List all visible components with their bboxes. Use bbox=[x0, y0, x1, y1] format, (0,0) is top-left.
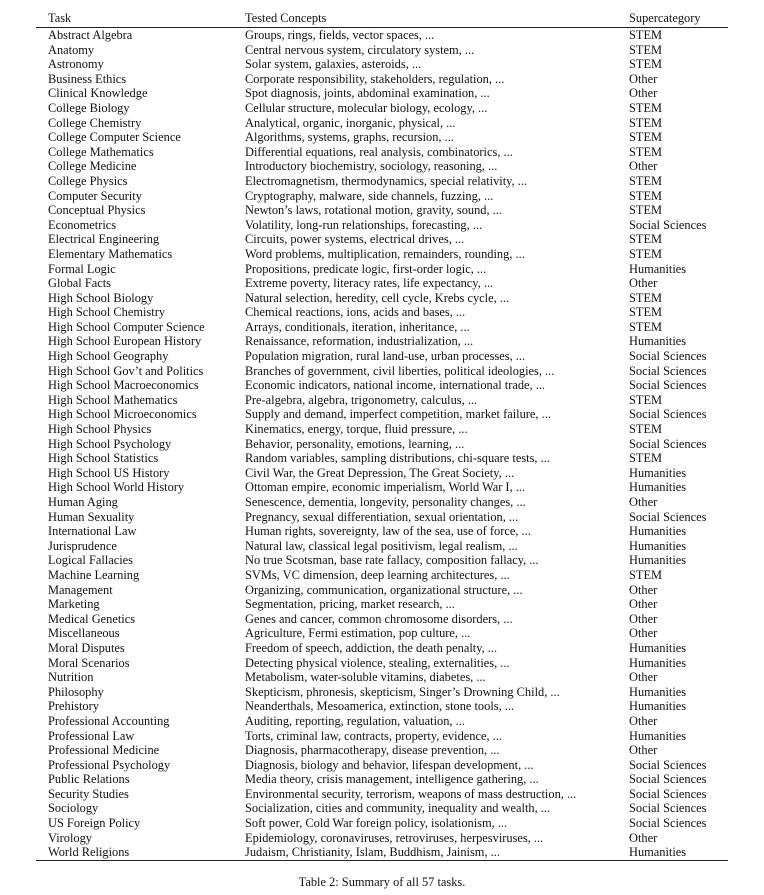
table-row bbox=[36, 334, 728, 349]
table-row bbox=[36, 495, 728, 510]
task-cell: World Religions bbox=[36, 845, 233, 860]
task-cell: US Foreign Policy bbox=[48, 816, 141, 831]
tested-concepts-cell: Natural selection, heredity, cell cycle, Krebs cycle, ... bbox=[245, 290, 510, 305]
task-cell: Virology bbox=[48, 830, 92, 845]
tested-concepts-cell: Socialization, cities and community, inequality and wealth, ... bbox=[245, 801, 551, 816]
supercategory-cell: STEM bbox=[629, 290, 663, 305]
tested-concepts-cell: Freedom of speech, addiction, the death penalty, ... bbox=[245, 640, 498, 655]
table-row bbox=[36, 407, 728, 422]
supercategory-cell: Other bbox=[629, 743, 658, 758]
task-cell: Electrical Engineering bbox=[48, 232, 160, 247]
tested-concepts-cell: Supply and demand, imperfect competition, market failure, ... bbox=[245, 407, 551, 422]
tested-concepts-cell: Behavior, personality, emotions, learning, ... bbox=[245, 436, 465, 451]
task-cell: Computer Security bbox=[48, 188, 142, 203]
table-row bbox=[36, 437, 728, 452]
table-row bbox=[36, 553, 728, 568]
table-row bbox=[36, 422, 728, 437]
supercategory-cell: STEM bbox=[629, 305, 663, 320]
tested-concepts-cell: Cellular structure, molecular biology, ecology, ... bbox=[245, 100, 488, 115]
supercategory-cell: STEM bbox=[629, 144, 663, 159]
tested-concepts-cell: Spot diagnosis, joints, abdominal examination, ... bbox=[245, 86, 490, 101]
tested-concepts-cell: Population migration, rural land-use, urban processes, ... bbox=[245, 349, 526, 364]
task-cell: Moral Disputes bbox=[48, 640, 125, 655]
task-cell: Security Studies bbox=[48, 786, 129, 801]
table-row bbox=[36, 203, 728, 218]
tested-concepts-cell: Senescence, dementia, longevity, personality changes, ... bbox=[245, 495, 526, 509]
task-cell: College Mathematics bbox=[48, 144, 154, 159]
supercategory-cell: Other bbox=[629, 582, 658, 597]
task-cell: College Biology bbox=[48, 100, 130, 115]
task-cell: Professional Medicine bbox=[48, 743, 160, 758]
task-cell: High School Chemistry bbox=[48, 305, 166, 320]
supercategory-cell: STEM bbox=[629, 422, 663, 437]
tested-concepts-cell: Media theory, crisis management, intelligence gathering, ... bbox=[245, 772, 539, 787]
table-row bbox=[36, 510, 728, 525]
supercategory-cell: STEM bbox=[629, 173, 663, 188]
supercategory-cell: STEM bbox=[629, 392, 663, 407]
tested-concepts-cell: Analytical, organic, inorganic, physical, ... bbox=[245, 115, 456, 130]
task-cell: College Computer Science bbox=[48, 130, 181, 145]
task-cell: Human Sexuality bbox=[48, 509, 135, 524]
task-cell: Moral Scenarios bbox=[48, 655, 130, 670]
supercategory-cell: Other bbox=[629, 86, 658, 101]
supercategory-cell: Social Sciences bbox=[629, 509, 707, 524]
tested-concepts-cell: Diagnosis, biology and behavior, lifespan development, ... bbox=[245, 757, 534, 772]
header-tested-concepts: Tested Concepts bbox=[233, 10, 617, 28]
tested-concepts-cell: Random variables, sampling distributions, chi-square tests, ... bbox=[245, 451, 550, 466]
supercategory-cell: STEM bbox=[629, 57, 663, 72]
tested-concepts-cell: Segmentation, pricing, market research, ... bbox=[245, 597, 455, 612]
task-cell: High School Microeconomics bbox=[48, 407, 197, 422]
tasks-table-container bbox=[36, 10, 728, 861]
task-cell: Nutrition bbox=[48, 670, 94, 685]
supercategory-cell: Humanities bbox=[617, 845, 728, 860]
tested-concepts-cell: Pregnancy, sexual differentiation, sexual orientation, ... bbox=[245, 509, 519, 524]
supercategory-cell: Other bbox=[629, 830, 658, 845]
table-row bbox=[36, 218, 728, 233]
supercategory-cell: Social Sciences bbox=[629, 801, 707, 816]
table-row bbox=[36, 801, 728, 816]
tested-concepts-cell: Auditing, reporting, regulation, valuation, ... bbox=[245, 713, 465, 728]
tested-concepts-cell: Cryptography, malware, side channels, fuzzing, ... bbox=[245, 188, 494, 203]
table-row bbox=[36, 831, 728, 846]
table-row bbox=[36, 320, 728, 335]
table-row bbox=[36, 758, 728, 773]
supercategory-cell: STEM bbox=[629, 203, 663, 218]
table-row bbox=[36, 262, 728, 277]
tested-concepts-cell: Extreme poverty, literacy rates, life expectancy, ... bbox=[245, 276, 494, 291]
table-row bbox=[36, 349, 728, 364]
tested-concepts-cell: Soft power, Cold War foreign policy, isolationism, ... bbox=[245, 816, 508, 831]
table-row bbox=[36, 145, 728, 160]
table-row bbox=[36, 743, 728, 758]
table-row bbox=[36, 189, 728, 204]
table-row bbox=[36, 699, 728, 714]
task-cell: College Medicine bbox=[48, 159, 137, 174]
table-row bbox=[36, 626, 728, 641]
task-cell: High School US History bbox=[48, 465, 170, 480]
table-row bbox=[36, 729, 728, 744]
tested-concepts-cell: Environmental security, terrorism, weapons of mass destruction, ... bbox=[245, 786, 577, 801]
tested-concepts-cell: Torts, criminal law, contracts, property, evidence, ... bbox=[245, 728, 502, 743]
supercategory-cell: STEM bbox=[629, 451, 663, 466]
task-cell: Miscellaneous bbox=[48, 626, 120, 641]
tested-concepts-cell: Circuits, power systems, electrical drives, ... bbox=[245, 232, 465, 247]
supercategory-cell: Social Sciences bbox=[629, 378, 707, 393]
tested-concepts-cell: Newton’s laws, rotational motion, gravity, sound, ... bbox=[245, 203, 502, 218]
table-row bbox=[36, 378, 728, 393]
task-cell: High School Statistics bbox=[48, 451, 159, 466]
tested-concepts-cell: Skepticism, phronesis, skepticism, Singer’s Drowning Child, ... bbox=[245, 684, 560, 699]
table-row bbox=[36, 597, 728, 612]
tested-concepts-cell: Kinematics, energy, torque, fluid pressure, ... bbox=[245, 422, 468, 437]
supercategory-cell: Social Sciences bbox=[629, 757, 707, 772]
supercategory-cell: Humanities bbox=[629, 699, 687, 714]
table-row bbox=[36, 130, 728, 145]
task-cell: Abstract Algebra bbox=[48, 28, 133, 42]
tested-concepts-cell: Electromagnetism, thermodynamics, special relativity, ... bbox=[245, 173, 528, 188]
table-row bbox=[36, 670, 728, 685]
tested-concepts-cell: Chemical reactions, ions, acids and bases, ... bbox=[245, 305, 466, 320]
tested-concepts-cell: Genes and cancer, common chromosome disorders, ... bbox=[245, 611, 513, 626]
tested-concepts-cell: Agriculture, Fermi estimation, pop culture, ... bbox=[245, 626, 471, 641]
table-row bbox=[36, 393, 728, 408]
table-row bbox=[36, 641, 728, 656]
tested-concepts-cell: Renaissance, reformation, industrialization, ... bbox=[245, 334, 474, 349]
tested-concepts-cell: Algorithms, systems, graphs, recursion, ... bbox=[245, 130, 454, 145]
supercategory-cell: Humanities bbox=[629, 538, 687, 553]
table-row bbox=[36, 772, 728, 787]
supercategory-cell: STEM bbox=[629, 246, 663, 261]
task-cell: Sociology bbox=[48, 801, 99, 816]
table-row bbox=[36, 43, 728, 58]
task-cell: Management bbox=[48, 582, 113, 597]
supercategory-cell: Humanities bbox=[629, 261, 687, 276]
supercategory-cell: Humanities bbox=[629, 334, 687, 349]
task-cell: High School Physics bbox=[48, 422, 152, 437]
table-row bbox=[36, 159, 728, 174]
task-cell: International Law bbox=[48, 524, 137, 539]
task-cell: Econometrics bbox=[48, 217, 117, 232]
supercategory-cell: Other bbox=[629, 670, 658, 685]
supercategory-cell: Other bbox=[629, 495, 658, 509]
table-caption: Table 2: Summary of all 57 tasks. bbox=[298, 875, 466, 889]
tested-concepts-cell: Judaism, Christianity, Islam, Buddhism, Jainism, ... bbox=[233, 845, 617, 860]
table-row bbox=[36, 816, 728, 831]
task-cell: High School World History bbox=[48, 480, 185, 495]
tested-concepts-cell: Introductory biochemistry, sociology, reasoning, ... bbox=[245, 159, 498, 174]
tested-concepts-cell: Neanderthals, Mesoamerica, extinction, stone tools, ... bbox=[245, 699, 515, 714]
task-cell: High School Mathematics bbox=[48, 392, 178, 407]
tested-concepts-cell: Volatility, long-run relationships, forecasting, ... bbox=[245, 217, 483, 232]
table-row bbox=[36, 539, 728, 554]
supercategory-cell: Humanities bbox=[629, 728, 687, 743]
table-row bbox=[36, 28, 728, 43]
tested-concepts-cell: Groups, rings, fields, vector spaces, ... bbox=[245, 28, 435, 42]
task-cell: High School Psychology bbox=[48, 436, 172, 451]
tested-concepts-cell: Solar system, galaxies, asteroids, ... bbox=[245, 57, 422, 72]
task-cell: College Physics bbox=[48, 173, 128, 188]
task-cell: Professional Accounting bbox=[48, 713, 170, 728]
tested-concepts-cell: Word problems, multiplication, remainders, rounding, ... bbox=[245, 246, 525, 261]
table-row bbox=[36, 451, 728, 466]
table-row bbox=[36, 583, 728, 598]
task-cell: High School Macroeconomics bbox=[48, 378, 199, 393]
task-cell: Prehistory bbox=[48, 699, 99, 714]
tested-concepts-cell: Arrays, conditionals, iteration, inheritance, ... bbox=[245, 319, 470, 334]
task-cell: Logical Fallacies bbox=[48, 553, 133, 568]
table-row bbox=[36, 480, 728, 495]
supercategory-cell: STEM bbox=[629, 319, 663, 334]
supercategory-cell: Other bbox=[629, 597, 658, 612]
supercategory-cell: Humanities bbox=[629, 465, 687, 480]
supercategory-cell: Social Sciences bbox=[629, 772, 707, 787]
table-row bbox=[36, 612, 728, 627]
table-row bbox=[36, 524, 728, 539]
tested-concepts-cell: Differential equations, real analysis, combinatorics, ... bbox=[245, 144, 513, 159]
table-row bbox=[36, 568, 728, 583]
table-row bbox=[36, 232, 728, 247]
tested-concepts-cell: Natural law, classical legal positivism, legal realism, ... bbox=[245, 538, 518, 553]
supercategory-cell: Humanities bbox=[629, 640, 687, 655]
tested-concepts-cell: Diagnosis, pharmacotherapy, disease prevention, ... bbox=[245, 743, 500, 758]
supercategory-cell: STEM bbox=[629, 188, 663, 203]
table-row bbox=[36, 466, 728, 481]
tested-concepts-cell: Organizing, communication, organizational structure, ... bbox=[245, 582, 523, 597]
table-row bbox=[36, 305, 728, 320]
supercategory-cell: Humanities bbox=[629, 553, 687, 568]
task-cell: Formal Logic bbox=[48, 261, 116, 276]
task-cell: High School Gov’t and Politics bbox=[48, 363, 204, 378]
task-cell: Professional Law bbox=[48, 728, 135, 743]
supercategory-cell: STEM bbox=[629, 100, 663, 115]
supercategory-cell: STEM bbox=[629, 130, 663, 145]
task-cell: Professional Psychology bbox=[48, 757, 171, 772]
table-body bbox=[36, 28, 728, 861]
table-row bbox=[36, 656, 728, 671]
task-cell: Global Facts bbox=[48, 276, 111, 291]
task-cell: Jurisprudence bbox=[48, 538, 117, 553]
task-cell: Philosophy bbox=[48, 684, 104, 699]
task-cell: Public Relations bbox=[48, 772, 130, 787]
supercategory-cell: Other bbox=[629, 276, 658, 291]
tested-concepts-cell: Pre-algebra, algebra, trigonometry, calculus, ... bbox=[245, 392, 478, 407]
table-row bbox=[36, 364, 728, 379]
supercategory-cell: Humanities bbox=[629, 655, 687, 670]
table-row bbox=[36, 101, 728, 116]
supercategory-cell: Social Sciences bbox=[629, 217, 707, 232]
supercategory-cell: Social Sciences bbox=[629, 363, 707, 378]
table-row bbox=[36, 86, 728, 101]
task-cell: Human Aging bbox=[48, 495, 118, 509]
table-row bbox=[36, 685, 728, 700]
table-row bbox=[36, 247, 728, 262]
table-row bbox=[36, 174, 728, 189]
task-cell: Anatomy bbox=[48, 42, 95, 57]
supercategory-cell: STEM bbox=[629, 567, 663, 582]
supercategory-cell: Social Sciences bbox=[629, 407, 707, 422]
supercategory-cell: Social Sciences bbox=[629, 786, 707, 801]
task-cell: High School Biology bbox=[48, 290, 154, 305]
supercategory-cell: Social Sciences bbox=[629, 436, 707, 451]
supercategory-cell: Humanities bbox=[629, 524, 687, 539]
table-row bbox=[36, 57, 728, 72]
tested-concepts-cell: Economic indicators, national income, international trade, ... bbox=[245, 378, 546, 393]
tested-concepts-cell: Branches of government, civil liberties, political ideologies, ... bbox=[245, 363, 555, 378]
task-cell: College Chemistry bbox=[48, 115, 142, 130]
supercategory-cell: Other bbox=[629, 159, 658, 174]
table-row bbox=[36, 787, 728, 802]
task-cell: Machine Learning bbox=[48, 567, 140, 582]
task-cell: High School European History bbox=[48, 334, 202, 349]
supercategory-cell: Other bbox=[629, 626, 658, 641]
header-supercategory: Supercategory bbox=[617, 10, 728, 28]
tested-concepts-cell: Civil War, the Great Depression, The Great Society, ... bbox=[245, 465, 515, 480]
supercategory-cell: Social Sciences bbox=[629, 816, 707, 831]
task-cell: Conceptual Physics bbox=[48, 203, 146, 218]
table-row bbox=[36, 116, 728, 131]
tested-concepts-cell: Epidemiology, coronaviruses, retroviruses, herpesviruses, ... bbox=[245, 830, 544, 845]
header-task: Task bbox=[36, 10, 233, 28]
supercategory-cell: Humanities bbox=[629, 684, 687, 699]
table-row bbox=[36, 72, 728, 87]
supercategory-cell: Humanities bbox=[629, 480, 687, 495]
tested-concepts-cell: SVMs, VC dimension, deep learning architectures, ... bbox=[245, 567, 510, 582]
table-header bbox=[36, 10, 728, 28]
supercategory-cell: Other bbox=[629, 71, 658, 86]
task-cell: Medical Genetics bbox=[48, 611, 136, 626]
task-cell: Marketing bbox=[48, 597, 100, 612]
tested-concepts-cell: Metabolism, water-soluble vitamins, diabetes, ... bbox=[245, 670, 486, 685]
task-cell: Elementary Mathematics bbox=[48, 246, 173, 261]
task-cell: High School Computer Science bbox=[48, 319, 205, 334]
supercategory-cell: Other bbox=[629, 713, 658, 728]
tested-concepts-cell: Detecting physical violence, stealing, externalities, ... bbox=[245, 655, 510, 670]
tested-concepts-cell: Human rights, sovereignty, law of the sea, use of force, ... bbox=[245, 524, 531, 539]
table-row bbox=[36, 291, 728, 306]
table-row bbox=[36, 845, 728, 860]
task-cell: Astronomy bbox=[48, 57, 104, 72]
tasks-table bbox=[36, 10, 728, 861]
supercategory-cell: STEM bbox=[629, 28, 663, 42]
table-row bbox=[36, 714, 728, 729]
header-row bbox=[36, 10, 728, 28]
task-cell: Clinical Knowledge bbox=[48, 86, 148, 101]
table-row bbox=[36, 276, 728, 291]
supercategory-cell: STEM bbox=[629, 115, 663, 130]
supercategory-cell: STEM bbox=[629, 232, 663, 247]
tested-concepts-cell: Ottoman empire, economic imperialism, World War I, ... bbox=[245, 480, 526, 495]
task-cell: Business Ethics bbox=[48, 71, 127, 86]
tested-concepts-cell: No true Scotsman, base rate fallacy, composition fallacy, ... bbox=[245, 553, 539, 568]
tested-concepts-cell: Corporate responsibility, stakeholders, regulation, ... bbox=[245, 71, 505, 86]
tested-concepts-cell: Central nervous system, circulatory system, ... bbox=[245, 42, 475, 57]
supercategory-cell: Social Sciences bbox=[629, 349, 707, 364]
supercategory-cell: STEM bbox=[629, 42, 663, 57]
supercategory-cell: Other bbox=[629, 611, 658, 626]
task-cell: High School Geography bbox=[48, 349, 169, 364]
tested-concepts-cell: Propositions, predicate logic, first-order logic, ... bbox=[245, 261, 487, 276]
